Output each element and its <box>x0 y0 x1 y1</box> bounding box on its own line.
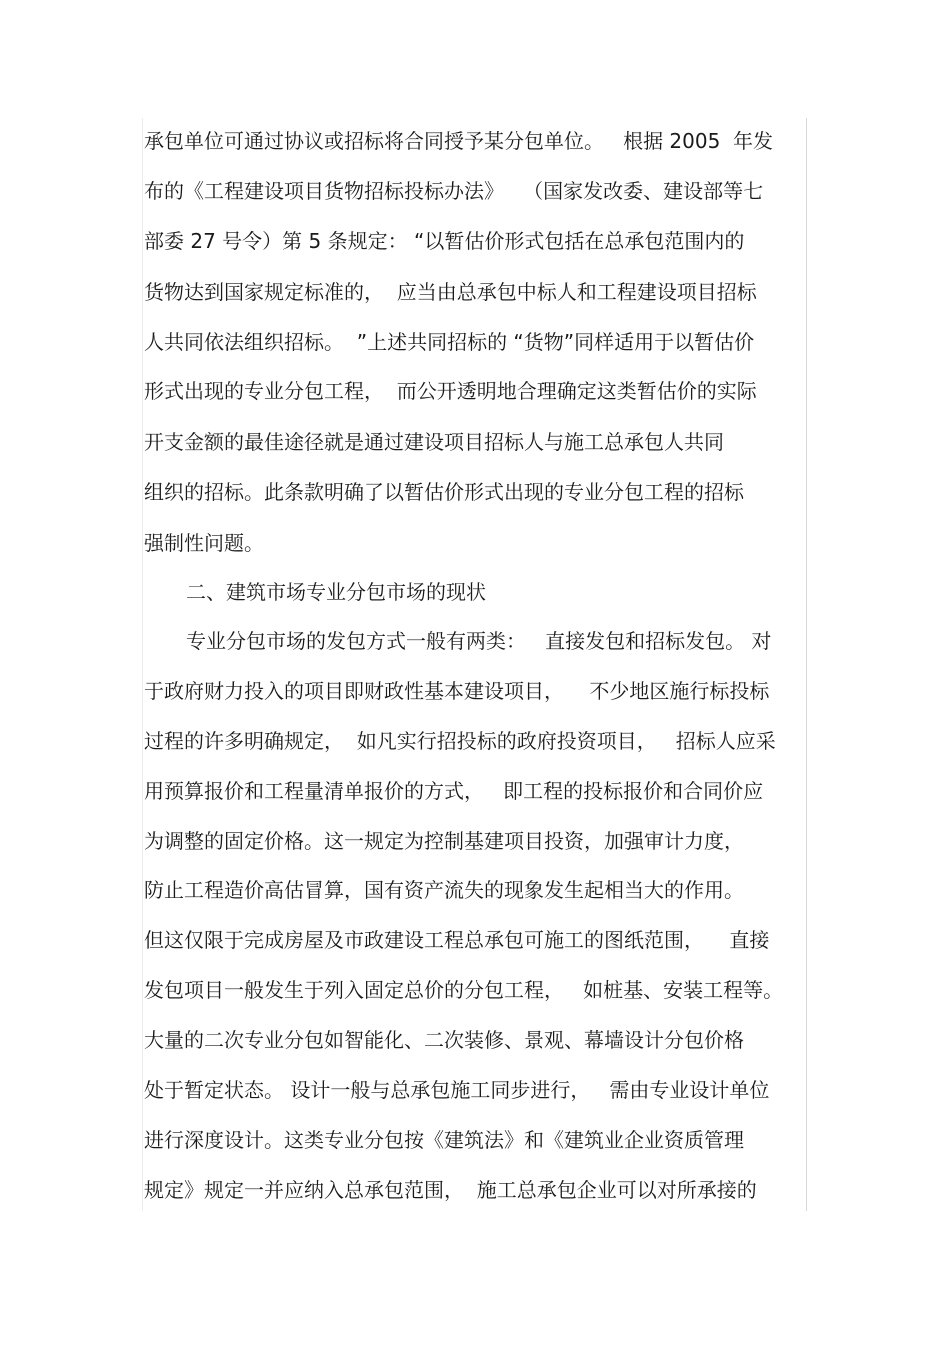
text-line: 组织的招标。此条款明确了以暂估价形式出现的专业分包工程的招标 <box>144 480 744 504</box>
text-line: 为调整的固定价格。这一规定为控制基建项目投资，加强审计力度， <box>144 829 744 853</box>
text-line: 防止工程造价高估冒算，国有资产流失的现象发生起相当大的作用。 <box>144 878 744 902</box>
text-line: 货物达到国家规定标准的， 应当由总承包中标人和工程建设项目招标 <box>144 280 757 304</box>
text-line: 用预算报价和工程量清单报价的方式， 即工程的投标报价和合同价应 <box>144 779 764 803</box>
text-line: 规定》规定一并应纳入总承包范围， 施工总承包企业可以对所承接的 <box>144 1178 757 1202</box>
page-left-border <box>142 118 143 1211</box>
text-line: 过程的许多明确规定， 如凡实行招投标的政府投资项目， 招标人应采 <box>144 729 776 753</box>
text-line: 发包项目一般发生于列入固定总价的分包工程， 如桩基、安装工程等。 <box>144 978 784 1002</box>
text-line: 人共同依法组织招标。 ”上述共同招标的 “货物”同样适用于以暂估价 <box>144 330 755 354</box>
text-line: 形式出现的专业分包工程， 而公开透明地合理确定这类暂估价的实际 <box>144 379 757 403</box>
text-line: 大量的二次专业分包如智能化、二次装修、景观、幕墙设计分包价格 <box>144 1028 744 1052</box>
text-line: 进行深度设计。这类专业分包按《建筑法》和《建筑业企业资质管理 <box>144 1128 744 1152</box>
text-line: 部委 27 号令）第 5 条规定： “以暂估价形式包括在总承包范围内的 <box>144 229 745 253</box>
text-line: 强制性问题。 <box>144 531 264 555</box>
text-line: 处于暂定状态。 设计一般与总承包施工同步进行， 需由专业设计单位 <box>144 1078 770 1102</box>
text-line: 但这仅限于完成房屋及市政建设工程总承包可施工的图纸范围， 直接 <box>144 928 770 952</box>
text-line: 于政府财力投入的项目即财政性基本建设项目， 不少地区施行标投标 <box>144 679 770 703</box>
text-line: 承包单位可通过协议或招标将合同授予某分包单位。 根据 2005 年发 <box>144 129 774 153</box>
text-line: 布的《工程建设项目货物招标投标办法》 （国家发改委、建设部等七 <box>144 179 764 203</box>
text-line: 专业分包市场的发包方式一般有两类： 直接发包和招标发包。 对 <box>186 629 772 653</box>
section-heading: 二、建筑市场专业分包市场的现状 <box>186 580 486 604</box>
text-line: 开支金额的最佳途径就是通过建设项目招标人与施工总承包人共同 <box>144 430 724 454</box>
